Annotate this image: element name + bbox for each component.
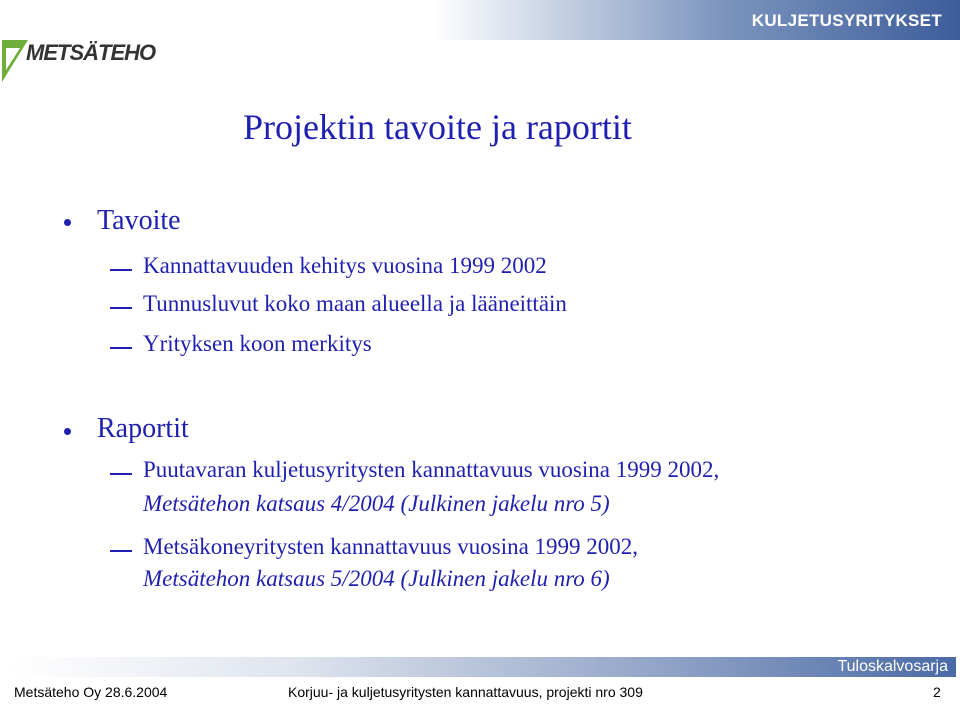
raportit-item-1-line2: Metsätehon katsaus 4/2004 (Julkinen jakelu nro 5) bbox=[143, 491, 610, 516]
footer-project: Korjuu- ja kuljetusyritysten kannattavuus, projekti nro 309 bbox=[288, 684, 643, 700]
category-label: KULJETUSYRITYKSET bbox=[751, 11, 942, 30]
tavoite-item-2: Tunnusluvut koko maan alueella ja lääneittäin bbox=[143, 291, 567, 316]
dash-icon bbox=[110, 347, 132, 349]
series-label: Tuloskalvosarja bbox=[837, 658, 948, 675]
page-number: 2 bbox=[933, 684, 941, 700]
dash-icon bbox=[110, 550, 132, 552]
footer-band bbox=[10, 657, 956, 677]
bullet-icon bbox=[64, 428, 71, 435]
tavoite-item-3: Yrityksen koon merkitys bbox=[143, 331, 372, 356]
section-heading-tavoite: Tavoite bbox=[97, 205, 181, 236]
header-band bbox=[0, 0, 960, 40]
dash-icon bbox=[110, 307, 132, 309]
raportit-item-1-line1: Puutavaran kuljetusyritysten kannattavuus vuosina 1999 2002, bbox=[143, 457, 720, 482]
bullet-icon bbox=[64, 219, 71, 226]
dash-icon bbox=[110, 269, 132, 271]
slide-title: Projektin tavoite ja raportit bbox=[243, 107, 632, 147]
section-heading-raportit: Raportit bbox=[97, 413, 189, 444]
dash-icon bbox=[110, 473, 132, 475]
raportit-item-2-line1: Metsäkoneyritysten kannattavuus vuosina 1999 2002, bbox=[143, 534, 639, 559]
footer-company-date: Metsäteho Oy 28.6.2004 bbox=[14, 684, 168, 700]
logo-text: METSÄTEHO bbox=[26, 40, 156, 65]
tavoite-item-1: Kannattavuuden kehitys vuosina 1999 2002 bbox=[143, 253, 547, 278]
raportit-item-2-line2: Metsätehon katsaus 5/2004 (Julkinen jakelu nro 6) bbox=[143, 566, 610, 591]
